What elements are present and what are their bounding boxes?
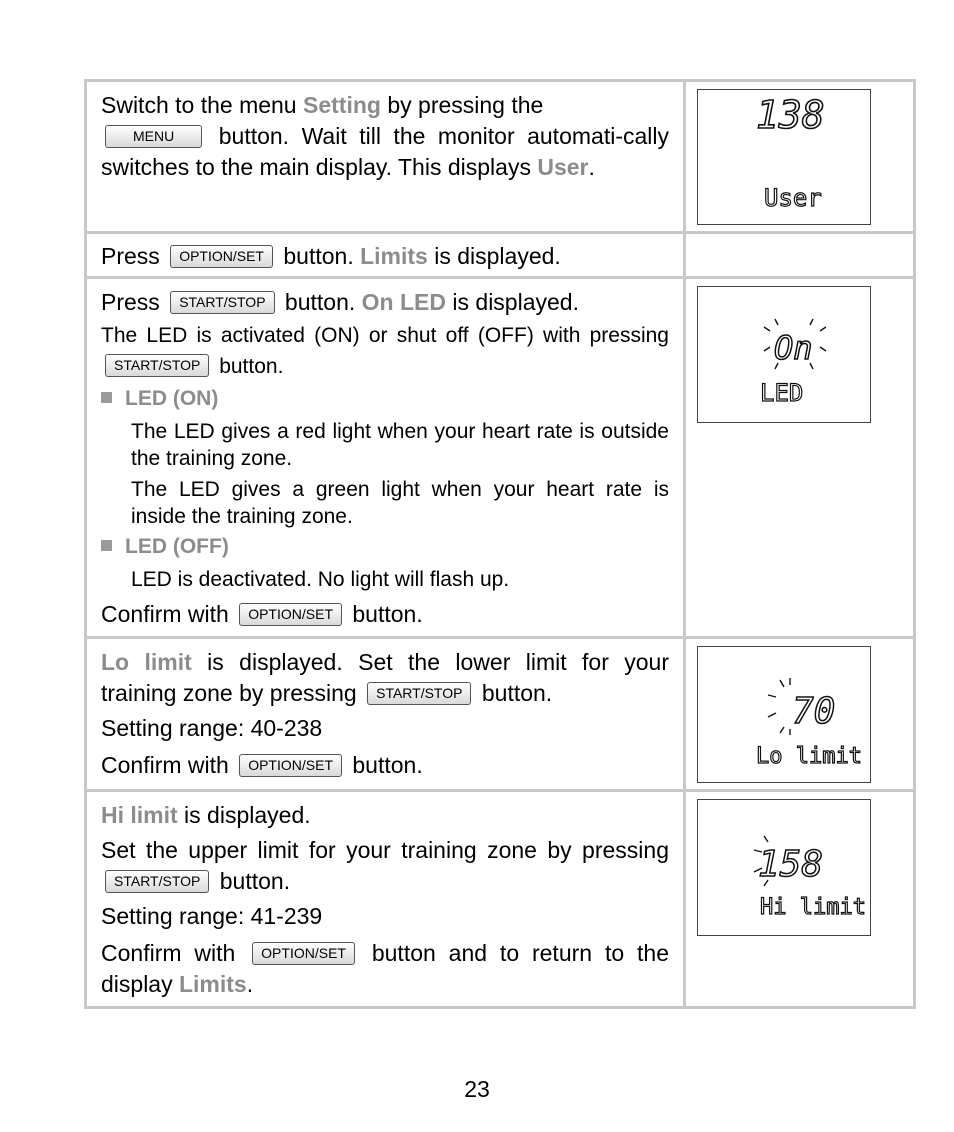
bullet-square-icon <box>101 540 112 551</box>
highlight-user: User <box>537 154 589 180</box>
table-row <box>86 233 915 278</box>
instruction-table <box>84 79 916 1009</box>
bullet-led-off: LED (OFF) <box>101 532 669 562</box>
setting-range: Setting range: 40-238 <box>101 715 323 741</box>
instruction-cell <box>86 638 685 791</box>
instruction-text: The LED is activated (ON) or shut off (OFF) with pressing START/STOP button. <box>101 324 669 378</box>
lcd-display-hi-limit <box>697 799 871 936</box>
start-stop-button: START/STOP <box>105 870 209 893</box>
start-stop-button: START/STOP <box>170 291 274 314</box>
option-set-button: OPTION/SET <box>239 603 342 626</box>
table-row <box>86 791 915 1008</box>
highlight-on-led: On LED <box>361 289 447 315</box>
highlight-limits: Limits <box>360 243 428 269</box>
bullet-square-icon <box>101 392 112 403</box>
setting-range: Setting range: 41-239 <box>101 903 323 929</box>
highlight-limits: Limits <box>178 971 247 997</box>
highlight-hi-limit: Hi limit <box>101 802 178 828</box>
instruction-text: Lo limit is displayed. Set the lower limit for your training zone by pressing START/STOP button. <box>101 649 669 706</box>
instruction-text: Hi limit is displayed. <box>101 802 311 828</box>
bullet-text: The LED gives a red light when your heart rate is outside the training zone. <box>131 420 669 470</box>
option-set-button: OPTION/SET <box>170 245 273 268</box>
highlight-lo-limit: Lo limit <box>101 649 192 675</box>
instruction-text: Confirm with OPTION/SET button. <box>101 601 423 627</box>
instruction-cell <box>86 791 685 1008</box>
lcd-number: 70 <box>792 691 836 732</box>
highlight-setting: Setting <box>303 92 381 118</box>
start-stop-button: START/STOP <box>105 354 209 377</box>
instruction-text: Set the upper limit for your training zone by pressing START/STOP button. <box>101 837 669 894</box>
table-row <box>86 81 915 233</box>
instruction-cell <box>86 278 685 638</box>
table-row <box>86 638 915 791</box>
lcd-display-user <box>697 89 871 225</box>
lcd-number: 158 <box>758 844 824 885</box>
start-stop-button: START/STOP <box>367 682 471 705</box>
instruction-text: Confirm with OPTION/SET button. <box>101 752 423 778</box>
lcd-label: User <box>764 184 822 212</box>
bullet-text: LED is deactivated. No light will flash up. <box>131 568 510 591</box>
lcd-label: Hi limit <box>760 895 866 920</box>
lcd-label: LED <box>760 379 804 407</box>
instruction-text: Press OPTION/SET button. Limits is displayed. <box>101 243 561 269</box>
table-row <box>86 278 915 638</box>
lcd-label: Lo limit <box>756 744 862 769</box>
lcd-value: On <box>774 329 813 367</box>
instruction-text: Press START/STOP button. On LED is displayed. <box>101 289 579 315</box>
option-set-button: OPTION/SET <box>239 754 342 777</box>
lcd-display-led <box>697 286 871 423</box>
bullet-text: The LED gives a green light when your heart rate is inside the training zone. <box>131 478 669 528</box>
instruction-cell <box>86 81 685 233</box>
display-cell <box>685 638 915 791</box>
instruction-cell <box>86 233 685 278</box>
lcd-number: 138 <box>756 93 825 137</box>
display-cell <box>685 791 915 1008</box>
menu-button: MENU <box>105 125 202 148</box>
page-number: 23 <box>464 1076 490 1102</box>
instruction-text: Switch to the menu Setting by pressing the MENU button. Wait till the monitor automati-cally switches to the main display. This displays User. <box>101 92 669 180</box>
blink-rays-icon <box>768 678 790 735</box>
instruction-text: Confirm with OPTION/SET button and to return to the display Limits. <box>101 940 669 997</box>
display-cell-empty <box>685 233 915 278</box>
bullet-led-on: LED (ON) <box>101 384 669 414</box>
display-cell <box>685 81 915 233</box>
lcd-display-lo-limit <box>697 646 871 783</box>
option-set-button: OPTION/SET <box>252 942 355 965</box>
display-cell <box>685 278 915 638</box>
